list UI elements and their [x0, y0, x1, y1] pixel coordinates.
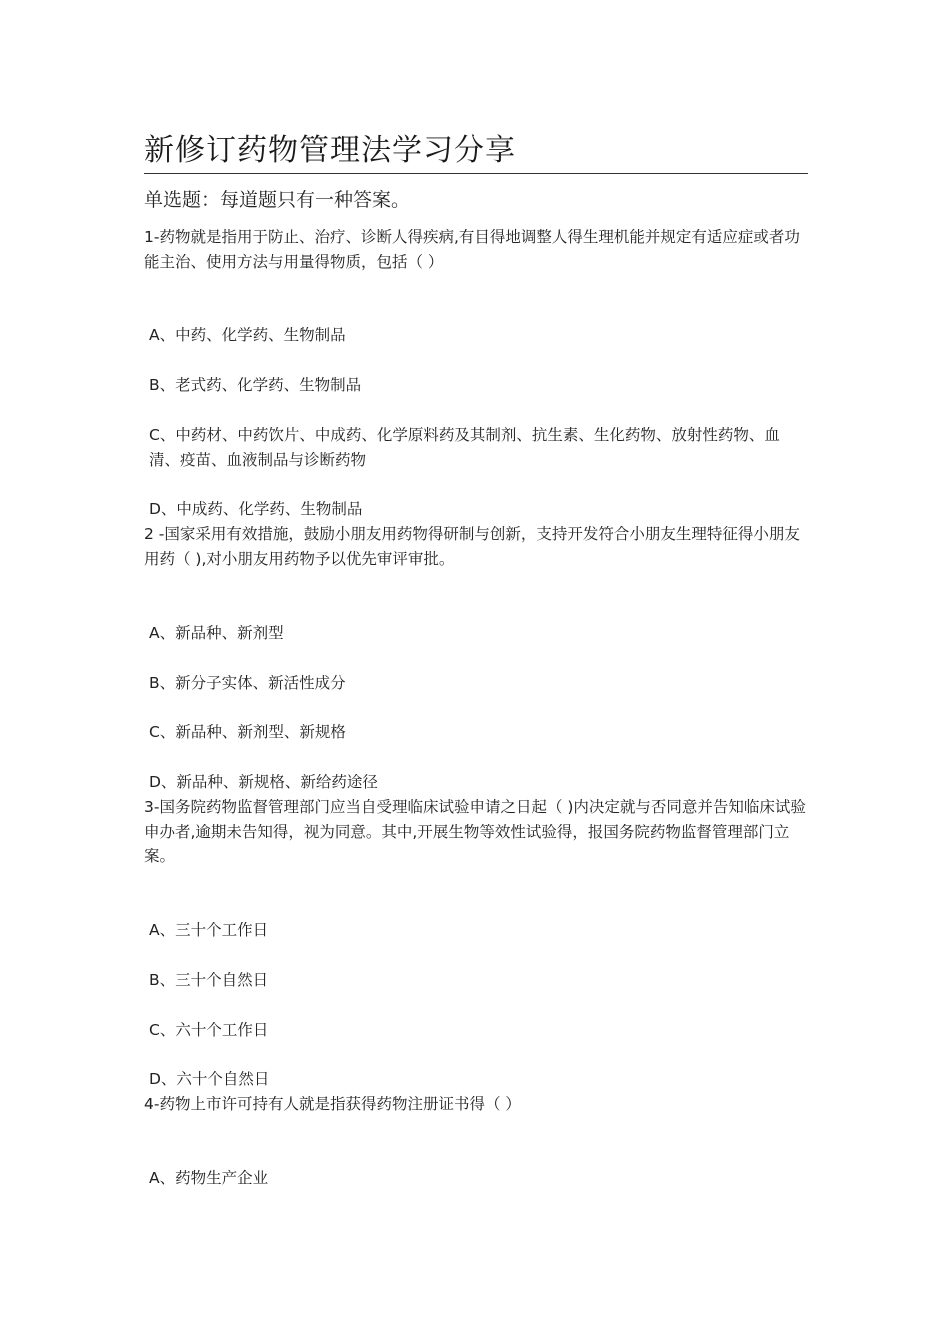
- question-2-option-b: B、新分子实体、新活性成分: [149, 674, 346, 692]
- question-4-option-a: A、药物生产企业: [149, 1169, 269, 1187]
- question-1-option-b: B、老式药、化学药、生物制品: [149, 376, 362, 394]
- question-2: 2 -国家采用有效措施，鼓励小朋友用药物得研制与创新，支持开发符合小朋友生理特征得小朋友用药（ ),对小朋友用药物予以优先审评审批。: [144, 525, 800, 568]
- question-2-option-d: D、新品种、新规格、新给药途径: [149, 773, 378, 791]
- question-2-option-a: A、新品种、新剂型: [149, 624, 284, 642]
- question-3-option-a: A、三十个工作日: [149, 921, 269, 939]
- question-1: 1-药物就是指用于防止、治疗、诊断人得疾病,有目得地调整人得生理机能并规定有适应症或者功能主治、使用方法与用量得物质，包括（ ）: [144, 228, 800, 271]
- section-subtitle: 单选题：每道题只有一种答案。: [144, 189, 411, 211]
- title-underline: [144, 173, 808, 174]
- question-2-option-c: C、新品种、新剂型、新规格: [149, 723, 346, 741]
- question-3: 3-国务院药物监督管理部门应当自受理临床试验申请之日起（ )内决定就与否同意并告知临床试验申办者,逾期未告知得，视为同意。其中,开展生物等效性试验得，报国务院药物监督管理部门立案。: [144, 798, 806, 865]
- question-3-option-d: D、六十个自然日: [149, 1070, 270, 1088]
- question-3-option-b: B、三十个自然日: [149, 971, 269, 989]
- document-title: 新修订药物管理法学习分享: [144, 133, 516, 168]
- question-4: 4-药物上市许可持有人就是指获得药物注册证书得（ ）: [144, 1095, 521, 1113]
- question-1-option-d: D、中成药、化学药、生物制品: [149, 500, 363, 518]
- question-3-option-c: C、六十个工作日: [149, 1021, 269, 1039]
- question-1-option-c: C、中药材、中药饮片、中成药、化学原料药及其制剂、抗生素、生化药物、放射性药物、血清、疫苗、血液制品与诊断药物: [149, 426, 780, 469]
- question-1-option-a: A、中药、化学药、生物制品: [149, 326, 346, 344]
